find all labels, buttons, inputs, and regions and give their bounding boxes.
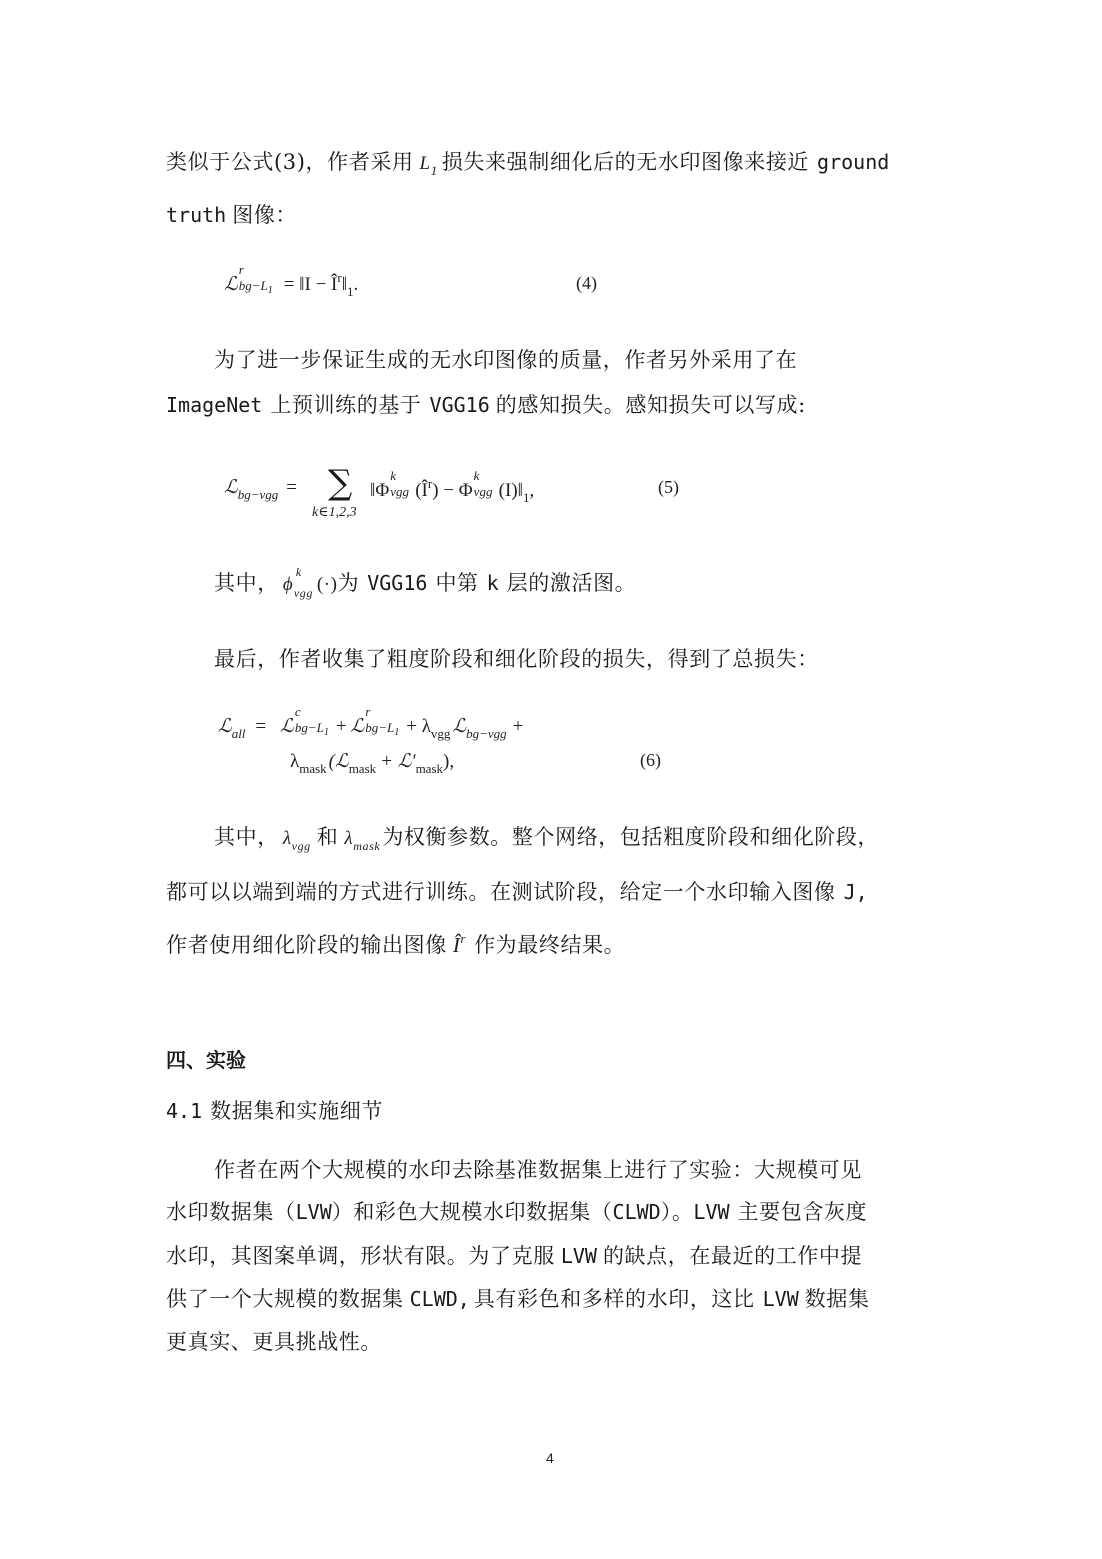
para4-line-1: 最后，作者收集了粗度阶段和细化阶段的损失，得到了总损失： (214, 647, 819, 671)
para2-line-2: ImageNet 上预训练的基于 VGG16 的感知损失。感知损失可以写成: (166, 393, 806, 417)
text: truth (166, 203, 227, 227)
equation-6-line-1: ℒ$_{all}$ = ℒ c $bg-L_1$ + ℒ r $bg-L_1$ + $\lambda_{vgg}$ ℒ$_{bg-vgg}$ + (218, 704, 524, 741)
para6-line-3: 水印，其图案单调，形状有限。为了克服 LVW 的缺点，在最近的工作中提 (166, 1244, 863, 1268)
equation-6-line-2: $\lambda_{mask}$ (ℒ$_{mask}$ + $ℒ'_{mask}$), (290, 751, 455, 776)
para6-line-5: 更真实、更具挑战性。 (166, 1330, 382, 1354)
text: 损失来强制细化后的无水印图像来接近 (441, 150, 810, 174)
text: ground (817, 150, 890, 174)
equation-6-number: (6) (640, 750, 661, 770)
para6-line-2: 水印数据集（LVW）和彩色大规模水印数据集（CLWD）。LVW 主要包含灰度 (166, 1200, 868, 1224)
section-heading: 四、实验 (166, 1048, 246, 1072)
para2-line-1: 为了进一步保证生成的无水印图像的质量，作者另外采用了在 (214, 348, 798, 372)
para6-line-4: 供了一个大规模的数据集 CLWD, 具有彩色和多样的水印，这比 LVW 数据集 (166, 1287, 870, 1311)
l1-symbol: $L_1$ (419, 153, 438, 178)
para5-line-1: 其中， $\lambda_{vgg}$ 和 $\lambda_{mask}$为权衡参数。整个网络，包括粗度阶段和细化阶段， (214, 825, 880, 853)
equation-4: ℒ r $bg-L_1$ = ‖I − $Î^r‖_1$. (224, 262, 359, 299)
equation-5-rhs: ‖Φ k vgg $(Î^r) - \Phi$ k vgg $(I)‖_1$, (370, 468, 535, 505)
summation-symbol: ∑ (328, 463, 353, 503)
intro-line-2 (166, 199, 297, 229)
text: 类似于公式(3)，作者采用 (166, 150, 414, 174)
para5-line-2: 都可以以端到端的方式进行训练。在测试阶段，给定一个水印输入图像 J, (166, 880, 868, 904)
para5-line-3: 作者使用细化阶段的输出图像 $Î^r$ 作为最终结果。 (166, 931, 626, 957)
para6-line-1: 作者在两个大规模的水印去除基准数据集上进行了实验：大规模可见 (214, 1158, 862, 1182)
equation-5-number: (5) (658, 477, 679, 497)
equation-5-lhs: ℒ$_{bg-vgg}$ = (224, 477, 297, 502)
page-number: 4 (546, 1450, 554, 1466)
text: 图像： (232, 203, 298, 227)
subsection-heading: 4.1 数据集和实施细节 (166, 1099, 383, 1123)
para3-line-1: 其中， ϕ k vgg (·)为 VGG16 中第 k 层的激活图。 (214, 565, 637, 600)
phi-symbol: ϕ k vgg (282, 565, 313, 600)
summation-range: k∈1,2,3 (312, 505, 357, 520)
equation-4-number: (4) (576, 273, 597, 293)
intro-line-1 (166, 146, 889, 179)
